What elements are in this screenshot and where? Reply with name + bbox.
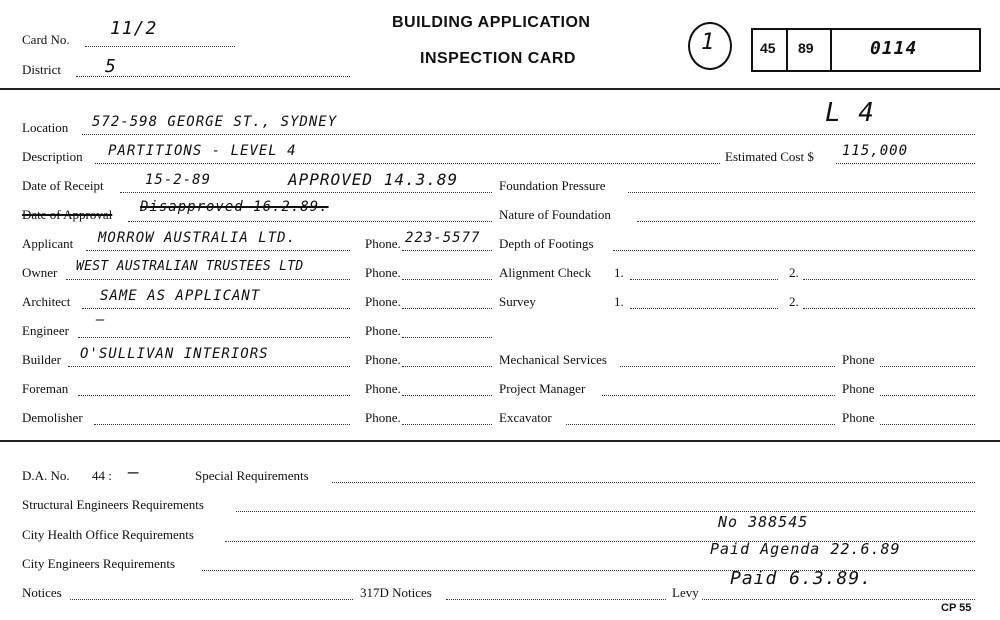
district-label: District [22,62,61,77]
district-value: 5 [105,56,117,77]
form-code: CP 55 [941,602,972,614]
middle-divider [0,440,1000,442]
depth-footings-label: Depth of Footings [499,236,594,251]
date-receipt-value: 15-2-89 [145,172,212,188]
applicant-value: MORROW AUSTRALIA LTD. [98,230,297,246]
foundation-pressure-label: Foundation Pressure [499,178,606,193]
notices-label: Notices [22,585,62,600]
architect-label: Architect [22,294,71,309]
top-divider [0,88,1000,90]
title-line2: INSPECTION CARD [420,50,576,67]
notices-317d-label: 317D Notices [360,585,432,600]
engineer-label: Engineer [22,323,69,338]
card-no-label: Card No. [22,32,70,47]
ref-cell-c: 0114 [870,38,918,59]
ref-cell-b: 89 [798,40,814,56]
date-receipt-label: Date of Receipt [22,178,104,193]
survey-num-2: 2. [789,294,799,309]
da-no-label: D.A. No. [22,468,70,483]
title-line1: BUILDING APPLICATION [392,14,591,31]
alignment-num-1: 1. [614,265,624,280]
date-approval-label: Date of Approval [22,207,113,222]
excavator-phone-label: Phone [842,410,875,425]
mechanical-phone-label: Phone [842,352,875,367]
description-value: PARTITIONS - LEVEL 4 [108,143,297,159]
city-eng-value: Paid Agenda 22.6.89 [710,540,901,558]
card-no-value: 11/2 [110,18,158,39]
applicant-phone-value: 223-5577 [405,230,481,246]
location-value: 572-598 GEORGE ST., SYDNEY [92,114,338,130]
structural-label: Structural Engineers Requirements [22,497,204,512]
description-label: Description [22,149,83,164]
city-eng-label: City Engineers Requirements [22,556,176,571]
demolisher-phone-label: Phone. [365,410,401,425]
demolisher-label: Demolisher [22,410,83,425]
alignment-num-2: 2. [789,265,799,280]
estimated-cost-value: 115,000 [842,143,909,159]
special-req-label: Special Requirements [195,468,309,483]
owner-label: Owner [22,265,58,280]
architect-value: SAME AS APPLICANT [100,288,261,304]
applicant-phone-label: Phone. [365,236,401,251]
excavator-label: Excavator [499,410,552,425]
approved-value: APPROVED 14.3.89 [288,170,459,189]
levy-label: Levy [672,585,699,600]
foreman-phone-label: Phone. [365,381,401,396]
level-mark: L 4 [825,98,875,128]
project-manager-phone-label: Phone [842,381,875,396]
circled-number-value: 1 [701,30,716,55]
engineer-phone-label: Phone. [365,323,401,338]
alignment-check-label: Alignment Check [499,265,592,280]
engineer-value: — [96,312,106,328]
mechanical-label: Mechanical Services [499,352,607,367]
location-label: Location [22,120,69,135]
da-dash: — [128,462,140,483]
date-approval-value: Disapproved 16.2.89. [140,199,329,215]
survey-num-1: 1. [614,294,624,309]
builder-phone-label: Phone. [365,352,401,367]
health-value: No 388545 [718,513,809,531]
project-manager-label: Project Manager [499,381,586,396]
nature-foundation-label: Nature of Foundation [499,207,611,222]
survey-label: Survey [499,294,536,309]
foreman-label: Foreman [22,381,69,396]
builder-value: O'SULLIVAN INTERIORS [80,346,269,362]
estimated-cost-label: Estimated Cost $ [725,149,814,164]
builder-label: Builder [22,352,61,367]
applicant-label: Applicant [22,236,74,251]
da-no-value: 44 : [92,468,112,483]
architect-phone-label: Phone. [365,294,401,309]
levy-value: Paid 6.3.89. [730,568,873,589]
ref-cell-a: 45 [760,40,776,56]
health-label: City Health Office Requirements [22,527,194,542]
owner-phone-label: Phone. [365,265,401,280]
owner-value: WEST AUSTRALIAN TRUSTEES LTD [76,259,304,274]
